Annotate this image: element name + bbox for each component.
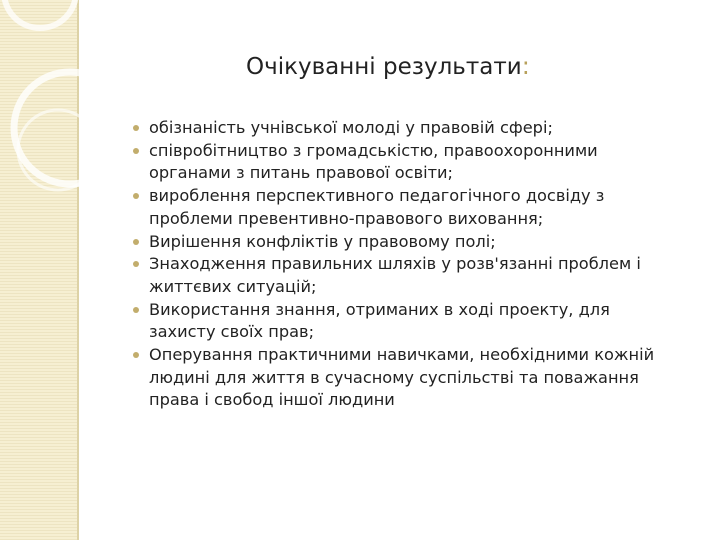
- bullet-dot-icon: [133, 148, 139, 154]
- list-item: [133, 140, 678, 185]
- list-item-text: Використання знання, отриманих в ході проекту, для захисту своїх прав;: [149, 299, 610, 342]
- list-item-text: Вирішення конфліктів у правовому полі;: [149, 231, 496, 251]
- list-item: [133, 299, 678, 344]
- list-item: [133, 231, 678, 254]
- slide-title: [246, 52, 530, 80]
- circle-ornament-icon: [0, 0, 79, 540]
- bullet-dot-icon: [133, 352, 139, 358]
- bullet-dot-icon: [133, 307, 139, 313]
- list-item-text: вироблення перспективного педагогічного досвіду з проблеми превентивно-правового виховання;: [149, 186, 605, 228]
- slide-title-text: Очікуванні результати: [246, 54, 522, 80]
- list-item: [133, 253, 678, 298]
- expected-results-list: [133, 117, 678, 412]
- list-item-text: співробітництво з громадськістю, правоохоронними органами з питань правової освіти;: [149, 140, 598, 183]
- list-item-text: обізнаність учнівської молоді у правовій сфері;: [149, 118, 553, 137]
- list-item-text: Знаходження правильних шляхів у розв'язанні проблем і життєвих ситуацій;: [149, 254, 641, 296]
- decorative-circles: [0, 0, 79, 540]
- bullet-dot-icon: [133, 261, 139, 267]
- list-item: [133, 344, 678, 412]
- slide-title-colon: :: [521, 52, 530, 80]
- bullet-dot-icon: [133, 125, 139, 131]
- list-item: [133, 117, 678, 140]
- list-item: [133, 185, 678, 230]
- bullet-dot-icon: [133, 193, 139, 199]
- bullet-dot-icon: [133, 239, 139, 245]
- list-item-text: Оперування практичними навичками, необхідними кожній людині для життя в сучасному суспільстві та поважання права і свобод іншої людини: [149, 345, 655, 410]
